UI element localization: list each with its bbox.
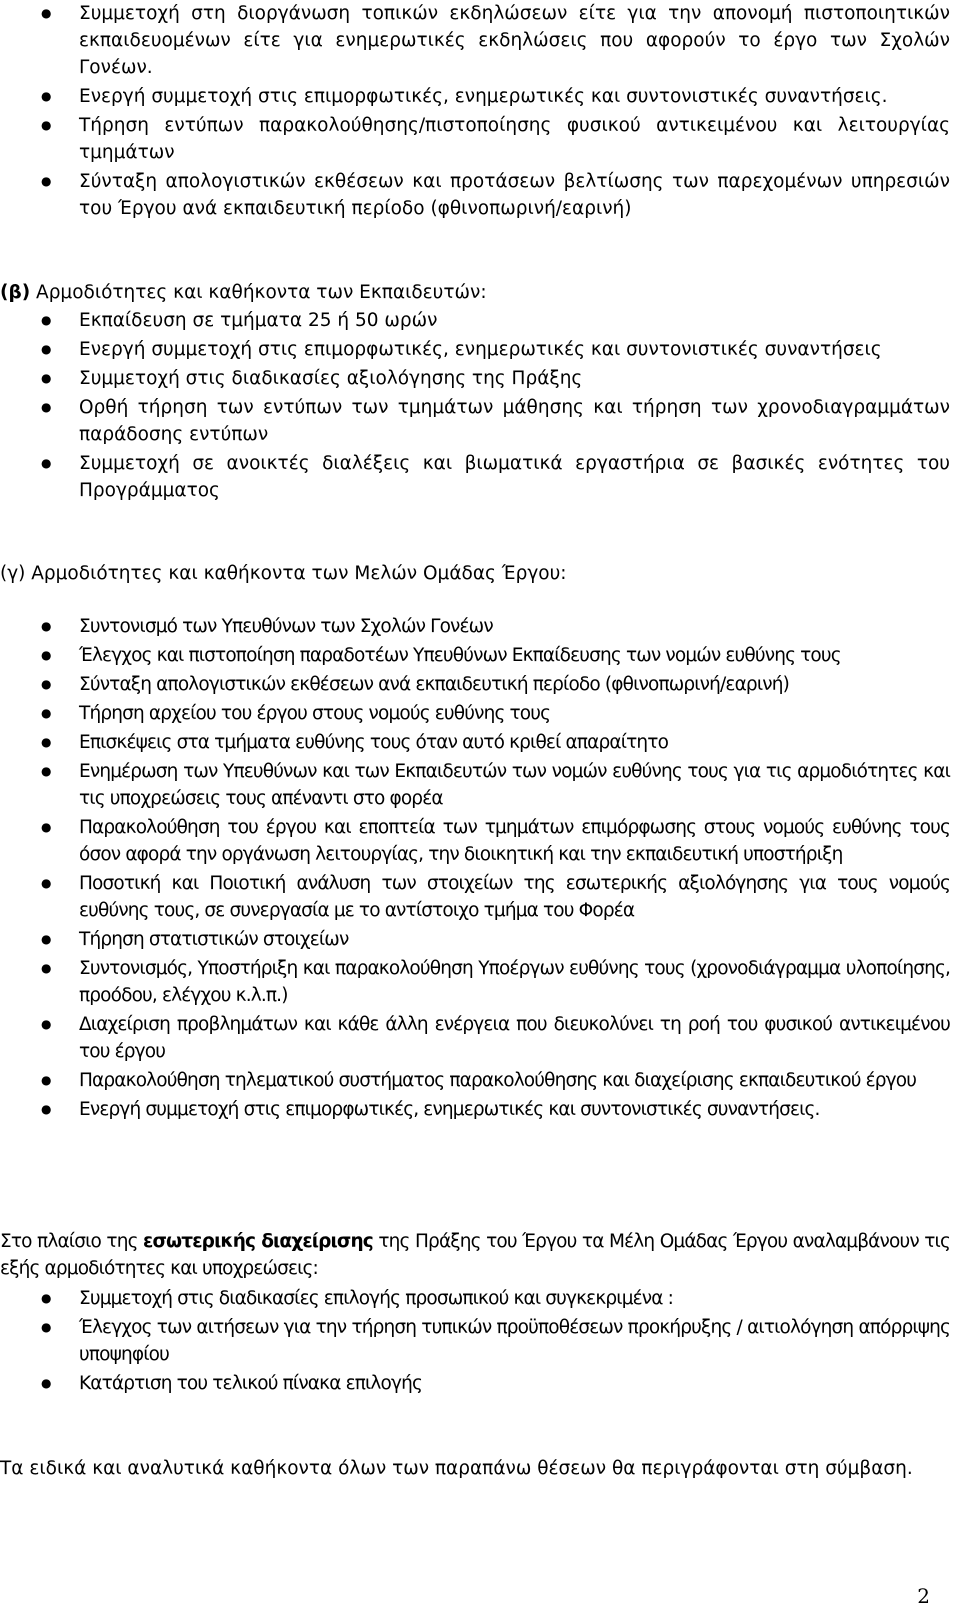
section-c-heading: (γ) Αρμοδιότητες και καθήκοντα των Μελών Ομάδας Έργου: [0,563,567,584]
closing-paragraph: Τα ειδικά και αναλυτικά καθήκοντα όλων των παραπάνω θέσεων θα περιγράφονται στη σύμβαση. [0,1458,913,1479]
list-item: ● Ποσοτική και Ποιοτική ανάλυση των στοιχείων της εσωτερικής αξιολόγησης για τους νομούς ευθύνης τους, σε συνεργασία με το αντίστοιχο τμήμα του Φορέα [0,870,950,924]
list-item: ● Συντονισμό των Υπευθύνων των Σχολών Γονέων [0,613,950,640]
section-b-heading: (β) Αρμοδιότητες και καθήκοντα των Εκπαιδευτών: [0,282,487,303]
internal-management-list [0,1285,960,1399]
bullet-icon: ● [41,820,51,834]
list-item: ● Διαχείριση προβλημάτων και κάθε άλλη ενέργεια που διευκολύνει τη ροή του φυσικού αντικειμένου του έργου [0,1011,950,1065]
bullet-icon: ● [41,371,52,385]
bullet-icon: ● [41,456,52,470]
bullet-icon: ● [41,735,51,749]
bullet-icon: ● [41,706,51,720]
list-item: ● Ενεργή συμμετοχή στις επιμορφωτικές, ενημερωτικές και συντονιστικές συναντήσεις [0,336,950,363]
bullet-icon: ● [41,1102,51,1116]
bullet-icon: ● [41,174,52,188]
list-item: ● Έλεγχος των αιτήσεων για την τήρηση τυπικών προϋποθέσεων προκήρυξης / αιτιολόγηση απόρριψης υποψηφίου [0,1314,950,1368]
list-item: ● Συντονισμός, Υποστήριξη και παρακολούθηση Υποέργων ευθύνης τους (χρονοδιάγραμμα υλοποίησης, προόδου, ελέγχου κ.λ.π.) [0,955,950,1009]
bullet-icon: ● [41,764,51,778]
list-item: ● Εκπαίδευση σε τμήματα 25 ή 50 ωρών [0,307,950,334]
list-item: ● Ενημέρωση των Υπευθύνων και των Εκπαιδευτών των νομών ευθύνης τους για τις αρμοδιότητες και τις υποχρεώσεις τους απέναντι στο φορέα [0,758,950,812]
internal-management-paragraph: Στο πλαίσιο της εσωτερικής διαχείρισης της Πράξης του Έργου τα Μέλη Ομάδας Έργου αναλαμβάνουν τις εξής αρμοδιότητες και υποχρεώσεις: [0,1231,950,1279]
bullet-icon: ● [41,342,52,356]
bullet-icon: ● [41,1073,51,1087]
list-item: ● Συμμετοχή στη διοργάνωση τοπικών εκδηλώσεων είτε για την απονομή πιστοποιητικών εκπαιδευομένων είτε για ενημερωτικές εκδηλώσεις που αφορούν το έργο των Σχολών Γονέων. [0,0,950,81]
bullet-icon: ● [41,961,51,975]
bullet-icon: ● [41,6,52,20]
list-item: ● Συμμετοχή σε ανοικτές διαλέξεις και βιωματικά εργαστήρια σε βασικές ενότητες του Προγράμματος [0,450,950,504]
list-item: ● Σύνταξη απολογιστικών εκθέσεων ανά εκπαιδευτική περίοδο (φθινοπωρινή/εαρινή) [0,671,950,698]
bullet-icon: ● [41,118,52,132]
bullet-icon: ● [41,1291,51,1305]
list-item: ● Παρακολούθηση τηλεματικού συστήματος παρακολούθησης και διαχείρισης εκπαιδευτικού έργου [0,1067,950,1094]
page-number: 2 [917,1584,930,1608]
list-item: ● Ενεργή συμμετοχή στις επιμορφωτικές, ενημερωτικές και συντονιστικές συναντήσεις. [0,1096,950,1123]
top-bullet-list [0,0,960,224]
bullet-icon: ● [41,932,51,946]
list-item: ● Τήρηση εντύπων παρακολούθησης/πιστοποίησης φυσικού αντικειμένου και λειτουργίας τμημάτων [0,112,950,166]
list-item: ● Τήρηση αρχείου του έργου στους νομούς ευθύνης τους [0,700,950,727]
bullet-icon: ● [41,89,52,103]
section-b-list [0,307,960,506]
list-item: ● Ενεργή συμμετοχή στις επιμορφωτικές, ενημερωτικές και συντονιστικές συναντήσεις. [0,83,950,110]
bullet-icon: ● [41,648,51,662]
list-item: ● Έλεγχος και πιστοποίηση παραδοτέων Υπευθύνων Εκπαίδευσης των νομών ευθύνης τους [0,642,950,669]
list-item: ● Τήρηση στατιστικών στοιχείων [0,926,950,953]
list-item: ● Επισκέψεις στα τμήματα ευθύνης τους όταν αυτό κριθεί απαραίτητο [0,729,950,756]
bullet-icon: ● [41,677,51,691]
bullet-icon: ● [41,1376,51,1390]
bullet-icon: ● [41,619,51,633]
list-item: ● Ορθή τήρηση των εντύπων των τμημάτων μάθησης και τήρηση των χρονοδιαγραμμάτων παράδοσης εντύπων [0,394,950,448]
list-item: ● Συμμετοχή στις διαδικασίες αξιολόγησης της Πράξης [0,365,950,392]
bullet-icon: ● [41,1017,51,1031]
bullet-icon: ● [41,400,52,414]
list-item: ● Συμμετοχή στις διαδικασίες επιλογής προσωπικού και συγκεκριμένα : [0,1285,950,1312]
list-item: ● Σύνταξη απολογιστικών εκθέσεων και προτάσεων βελτίωσης των παρεχομένων υπηρεσιών του Έργου ανά εκπαιδευτική περίοδο (φθινοπωρινή/εαρινή) [0,168,950,222]
list-item: ● Κατάρτιση του τελικού πίνακα επιλογής [0,1370,950,1397]
bullet-icon: ● [41,876,51,890]
section-c-list [0,613,960,1125]
bullet-icon: ● [41,1320,51,1334]
list-item: ● Παρακολούθηση του έργου και εποπτεία των τμημάτων επιμόρφωσης στους νομούς ευθύνης τους όσον αφορά την οργάνωση λειτουργίας, την διοικητική και την εκπαιδευτική υποστήριξη [0,814,950,868]
bullet-icon: ● [41,313,52,327]
